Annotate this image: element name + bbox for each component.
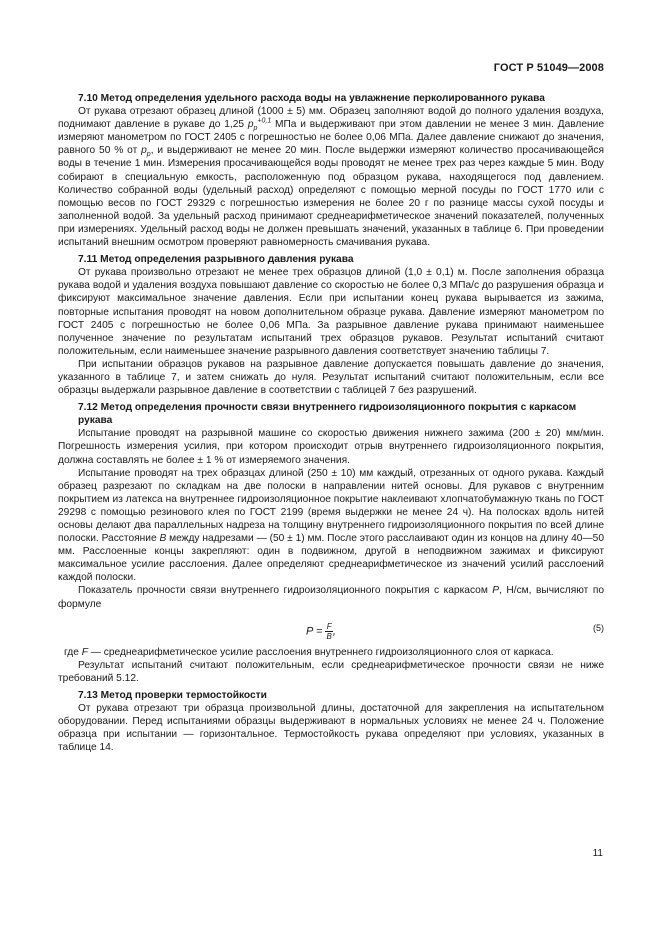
- section-title: 7.10 Метод определения удельного расхода воды на увлажнение перколированного рукава: [78, 93, 545, 104]
- text-run: От рукава отрезают образец длиной (1000 ± 5) мм. Образец заполняют водой до полного удаления воздуха, поднимают давление в рукаве до 1,25: [58, 106, 604, 131]
- section-title: 7.11 Метод определения разрывного давления рукава: [78, 254, 354, 266]
- paragraph: От рукава произвольно отрезают не менее трех образцов длиной (1,0 ± 0,1) м. После заполнения образца рукава водой и удаления воздуха повышают давление со скоростью не более 0,3 МПа/с до разрушения образца и фиксируют максимальное значение давления. Если при испытании конец рукава вырывается из зажима, повторные испытания проводят на новом дополнительном образце рукава. Давление измеряют манометром по ГОСТ 2405 с погрешностью не более 0,06 МПа. За разрывное давление рукава принимают наименьшее полученное значение по результатам испытаний трех образцов рукавов. Результат испытаний считают положительным, если наименьшее значение разрывного давления соответствует значению таблицы 7.: [58, 267, 604, 357]
- page-body: [58, 92, 604, 758]
- section-7-13: [58, 689, 604, 754]
- equation-number: (5): [593, 622, 604, 633]
- paragraph: Испытание проводят на разрывной машине со скоростью движения нижнего зажима (200 ± 20) мм/мин. Погрешность измерения усилия, при котором происходит отрыв внутреннего гидроизоляционного покрытия, должна составлять не более ± 1 % от измеряемого значения.: [58, 428, 604, 466]
- page-number: 11: [592, 848, 603, 859]
- formula-expression: P = $\frac{F}{B}$ ,: [306, 621, 336, 641]
- section-7-11: [58, 253, 604, 397]
- distance-symbol: В: [159, 533, 167, 545]
- document-code: ГОСТ Р 51049—2008: [493, 62, 604, 74]
- text-run: , и выдерживают не менее 20 мин. После выдержки измеряют количество просачивающейся воды в течение 1 мин. Измерения просачивающейся воды проводят не менее трех раз через каждые 5 мин. Воду собирают в специальную емкость, расположенную под образцом рукава, находящегося под давлением. Количество собранной воды (удельный расход) определяют с помощью мерной посуды по ГОСТ 1770 или с помощью весов по ГОСТ 29329 с погрешностью измерения не более 20 г по разнице массы сухой посуды и заполненной водой. За удельный расход принимают среднеарифметическое значений показателей, полученных при измерениях. Удельный расход воды не должен превышать значений, указанных в таблице 6. При проведении испытаний внешним осмотром проверяют равномерность смачивания рукава.: [58, 145, 605, 249]
- text-run: МПа и выдерживают при этом давлении не менее 3 мин. Давление измеряют манометром по ГОСТ 2405 с погрешностью не более 0,06 МПа. Далее давление снижают до значения, равного 50 % от: [58, 119, 604, 157]
- paragraph: От рукава отрезают три образца произвольной длины, достаточной для закрепления на испытательном оборудовании. Перед испытаниями образцы выдерживают в нормальных условиях не менее 24 ч. Положение образца при испытании — горизонтальное. Термостойкость рукава определяют при условиях, указанных в таблице 14.: [58, 703, 604, 754]
- section-7-10: [58, 92, 604, 249]
- strength-symbol: Р: [492, 585, 500, 597]
- section-title: 7.13 Метод проверки термостойкости: [78, 689, 267, 701]
- section-title: 7.12 Метод определения прочности связи внутреннего гидроизоляционного покрытия с каркасом рукава: [78, 402, 577, 427]
- paragraph: При испытании образцов рукавов на разрывное давление допускается повышать давление до значения, указанного в таблице 7, и затем снижать до нуля. Результат испытаний считают положительным, если все образцы выдержали разрывное давление в соответствии с таблицей 7 без разрушений.: [58, 358, 604, 397]
- fraction: $\frac{F}{B}$: [326, 621, 332, 641]
- paragraph: [58, 105, 604, 249]
- paragraph: Испытание проводят на трех образцах длиной (250 ± 10) мм каждый, отрезанных от одного рукава. Каждый образец разрезают по складкам на две полоски в направлении нитей основы. Для рукавов с внутренним покрытием из латекса на внутреннее гидроизоляционное покрытие наклеивают хлопчатобумажную ткань по ГОСТ 29298 с помощью резинового клея по ГОСТ 2199 (время выдержки не менее 24 ч). На полосках вдоль нитей основы делают два параллельных надреза на толщину внутреннего гидроизоляционного покрытия по всей длине полоски. Расстояние В между надрезами — (50 ± 1) мм. После этого расслаивают один из концов на длину 40—50 мм. Расслоенные концы закрепляют: один в подвижном, другой в неподвижном зажимах и фиксируют максимальное усилие расслоения. Далее определяют среднеарифметическое из значений усилий расслоений каждой полоски.: [58, 467, 604, 584]
- pressure-symbol: $p_р^{+0,1}$: [247, 117, 272, 133]
- formula-5: [58, 614, 604, 644]
- section-7-12: [58, 401, 604, 685]
- pressure-symbol: $p_р$: [141, 145, 151, 159]
- paragraph: Показатель прочности связи внутреннего гидроизоляционного покрытия с каркасом Р, Н/см, вычисляют по формуле: [58, 585, 604, 610]
- paragraph: Результат испытаний считают положительным, если среднеарифметическое прочности связи не ниже требований 5.12.: [58, 659, 604, 684]
- formula-legend: где F — среднеарифметическое усилие расслоения внутреннего гидроизоляционного слоя от каркаса.: [64, 646, 554, 658]
